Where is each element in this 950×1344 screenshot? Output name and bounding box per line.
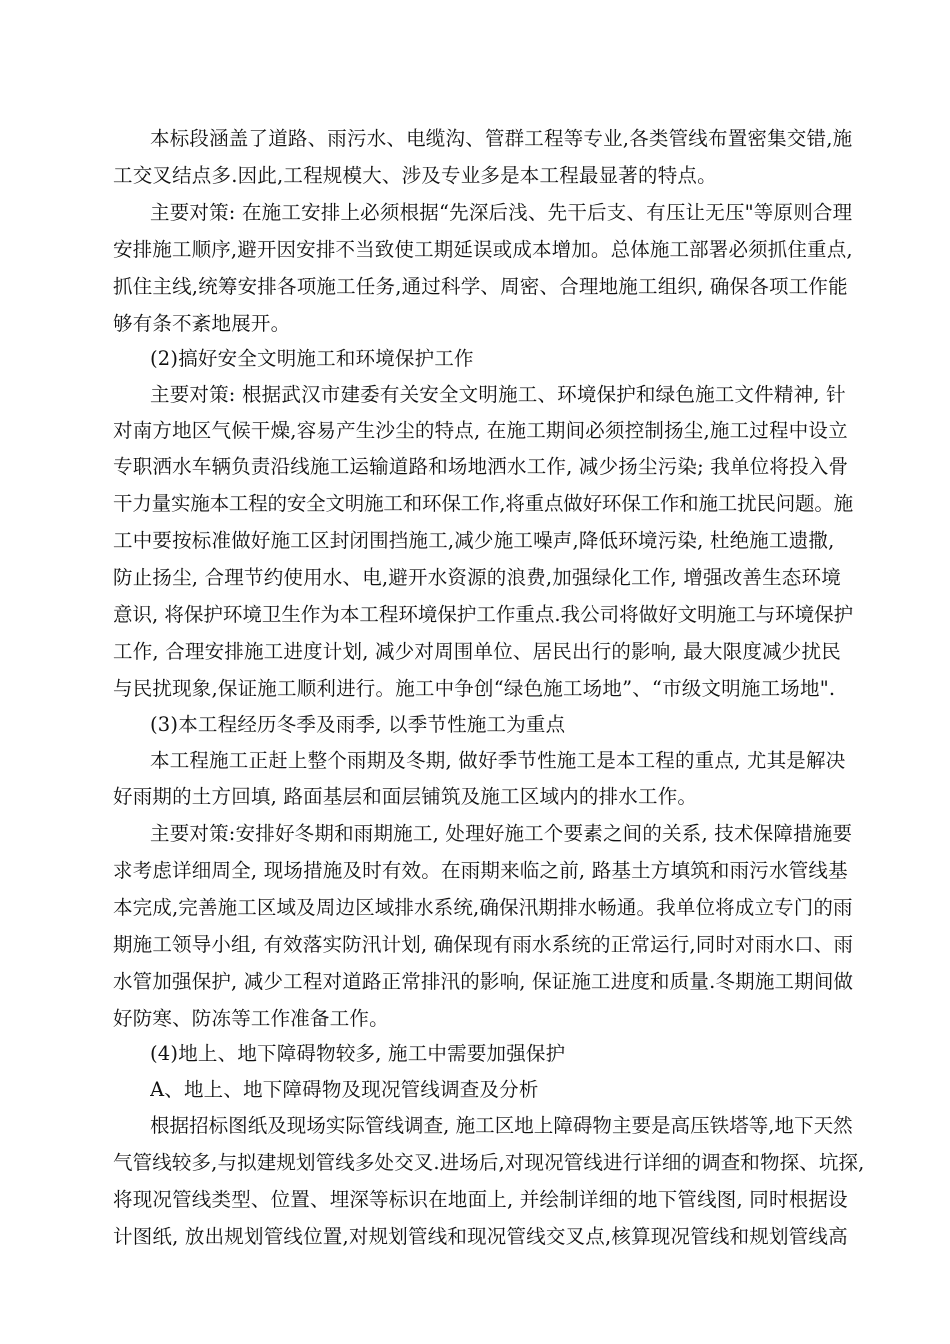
subsection-heading: A、地上、地下障碍物及现况管线调查及分析 — [150, 1078, 539, 1101]
paragraph-line: 与民扰现象,保证施工顺利进行。施工中争创“绿色施工场地”、“市级文明施工场地". — [113, 677, 836, 700]
paragraph-line: 主要对策:安排好冬期和雨期施工, 处理好施工个要素之间的关系, 技术保障措施要 — [150, 822, 853, 845]
paragraph-line: 干力量实施本工程的安全文明施工和环保工作,将重点做好环保工作和施工扰民问题。施 — [113, 492, 853, 515]
paragraph-line: 够有条不紊地展开。 — [113, 312, 291, 335]
paragraph-line: 安排施工顺序,避开因安排不当致使工期延误或成本增加。总体施工部署必须抓住重点, — [113, 238, 853, 261]
paragraph-line: 工作, 合理安排施工进度计划, 减少对周围单位、居民出行的影响, 最大限度减少扰民 — [113, 640, 841, 663]
paragraph-line: 主要对策: 根据武汉市建委有关安全文明施工、环境保护和绿色施工文件精神, 针 — [150, 383, 846, 406]
section-heading: (3)本工程经历冬季及雨季, 以季节性施工为重点 — [150, 713, 566, 736]
paragraph-line: 水管加强保护, 减少工程对道路正常排汛的影响, 保证施工进度和质量.冬期施工期间做 — [113, 970, 853, 993]
paragraph-line: 本完成,完善施工区域及周边区域排水系统,确保汛期排水畅通。我单位将成立专门的雨 — [113, 896, 853, 919]
paragraph-line: 根据招标图纸及现场实际管线调查, 施工区地上障碍物主要是高压铁塔等,地下天然 — [150, 1114, 853, 1137]
section-heading: (2)搞好安全文明施工和环境保护工作 — [150, 347, 474, 370]
paragraph-line: 将现况管线类型、位置、埋深等标识在地面上, 并绘制详细的地下管线图, 同时根据设 — [113, 1188, 848, 1211]
section-heading: (4)地上、地下障碍物较多, 施工中需要加强保护 — [150, 1042, 566, 1065]
paragraph-line: 抓住主线,统筹安排各项施工任务,通过科学、周密、合理地施工组织, 确保各项工作能 — [113, 275, 848, 298]
paragraph-line: 专职洒水车辆负责沿线施工运输道路和场地洒水工作, 减少扬尘污染; 我单位将投入骨 — [113, 455, 849, 478]
paragraph-line: 工中要按标准做好施工区封闭围挡施工,减少施工噪声,降低环境污染, 杜绝施工遗撒, — [113, 529, 835, 552]
paragraph-line: 本工程施工正赶上整个雨期及冬期, 做好季节性施工是本工程的重点, 尤其是解决 — [150, 749, 846, 772]
paragraph-line: 计图纸, 放出规划管线位置,对规划管线和现况管线交叉点,核算现况管线和规划管线高 — [113, 1225, 848, 1248]
paragraph-line: 求考虑详细周全, 现场措施及时有效。在雨期来临之前, 路基土方填筑和雨污水管线基 — [113, 859, 848, 882]
paragraph-line: 好雨期的土方回填, 路面基层和面层铺筑及施工区域内的排水工作。 — [113, 785, 698, 808]
paragraph-line: 防止扬尘, 合理节约使用水、电,避开水资源的浪费,加强绿化工作, 增强改善生态环境 — [113, 566, 841, 589]
paragraph-line: 主要对策: 在施工安排上必须根据“先深后浅、先干后支、有压让无压"等原则合理 — [150, 201, 853, 224]
paragraph-line: 期施工领导小组, 有效落实防汛计划, 确保现有雨水系统的正常运行,同时对雨水口、雨 — [113, 933, 853, 956]
paragraph-line: 工交叉结点多.因此,工程规模大、涉及专业多是本工程最显著的特点。 — [113, 164, 717, 187]
paragraph-line: 本标段涵盖了道路、雨污水、电缆沟、管群工程等专业,各类管线布置密集交错,施 — [150, 127, 853, 150]
paragraph-line: 意识, 将保护环境卫生作为本工程环境保护工作重点.我公司将做好文明施工与环境保护 — [113, 603, 853, 626]
paragraph-line: 好防寒、防冻等工作准备工作。 — [113, 1007, 389, 1030]
paragraph-line: 气管线较多,与拟建规划管线多处交叉.进场后,对现况管线进行详细的调查和物探、坑探, — [113, 1151, 865, 1174]
paragraph-line: 对南方地区气候干燥,容易产生沙尘的特点, 在施工期间必须控制扬尘,施工过程中设立 — [113, 419, 848, 442]
